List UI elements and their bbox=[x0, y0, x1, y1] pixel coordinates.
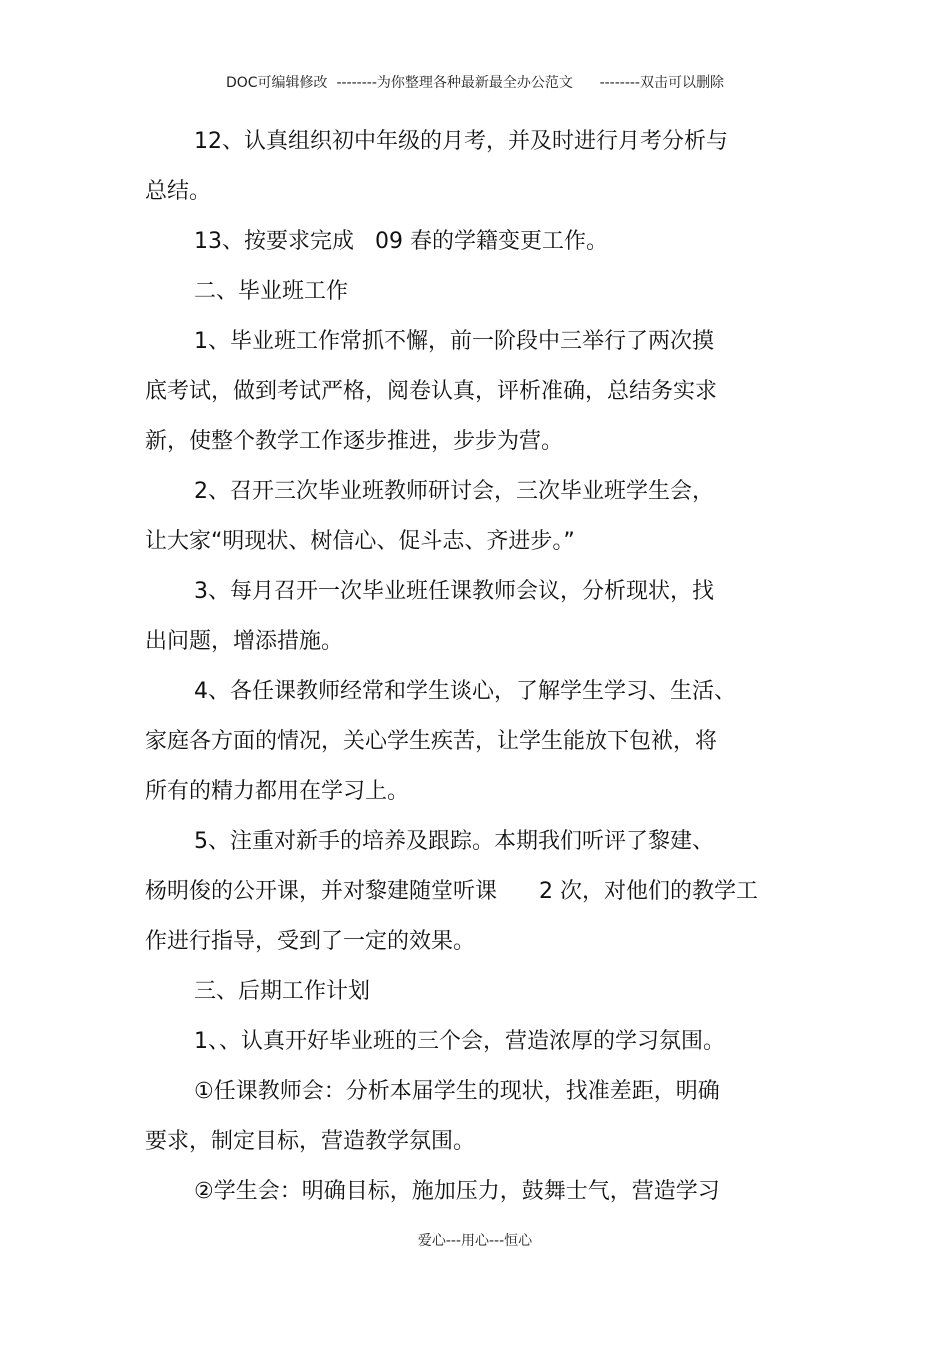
paragraph-line: 新，使整个教学工作逐步推进，步步为营。 bbox=[145, 429, 564, 454]
paragraph-line: 总结。 bbox=[145, 179, 212, 204]
paragraph-line: 所有的精力都用在学习上。 bbox=[145, 779, 410, 804]
paragraph-line: 3、每月召开一次毕业班任课教师会议，分析现状，找 bbox=[194, 579, 714, 604]
paragraph-line: 5、注重对新手的培养及跟踪。本期我们听评了黎建、 bbox=[194, 829, 714, 854]
section-heading: 二、毕业班工作 bbox=[194, 279, 349, 304]
paragraph-line: ①任课教师会：分析本届学生的现状，找准差距，明确 bbox=[194, 1079, 720, 1104]
paragraph-line: 2、召开三次毕业班教师研讨会，三次毕业班学生会， bbox=[194, 479, 714, 504]
paragraph-line: 要求，制定目标，营造教学氛围。 bbox=[145, 1129, 476, 1154]
section-heading: 三、后期工作计划 bbox=[194, 979, 371, 1004]
paragraph-line: 1、毕业班工作常抓不懈，前一阶段中三举行了两次摸 bbox=[194, 329, 714, 354]
paragraph-line: 杨明俊的公开课，并对黎建随堂听课 2 次，对他们的教学工 bbox=[145, 879, 758, 904]
paragraph-line: 底考试，做到考试严格，阅卷认真，评析准确，总结务实求 bbox=[145, 379, 718, 404]
paragraph-line: 让大家“明现状、树信心、促斗志、齐进步。” bbox=[145, 529, 575, 554]
paragraph-line: 4、各任课教师经常和学生谈心，了解学生学习、生活、 bbox=[194, 679, 736, 704]
paragraph-line: 12、认真组织初中年级的月考，并及时进行月考分析与 bbox=[194, 129, 728, 154]
paragraph-line: 作进行指导，受到了一定的效果。 bbox=[145, 929, 476, 954]
paragraph-line: 出问题，增添措施。 bbox=[145, 629, 344, 654]
paragraph-line: ②学生会：明确目标，施加压力，鼓舞士气，营造学习 bbox=[194, 1179, 720, 1204]
paragraph-line: 家庭各方面的情况，关心学生疾苦，让学生能放下包袱，将 bbox=[145, 729, 718, 754]
paragraph-line: 13、按要求完成 09 春的学籍变更工作。 bbox=[194, 229, 608, 254]
paragraph-line: 1、、认真开好毕业班的三个会，营造浓厚的学习氛围。 bbox=[194, 1029, 725, 1054]
page-header: DOC可编辑修改 --------为你整理各种最新最全办公范文 --------双击可以删除 bbox=[225, 75, 724, 91]
page-footer: 爱心---用心---恒心 bbox=[417, 1233, 533, 1249]
